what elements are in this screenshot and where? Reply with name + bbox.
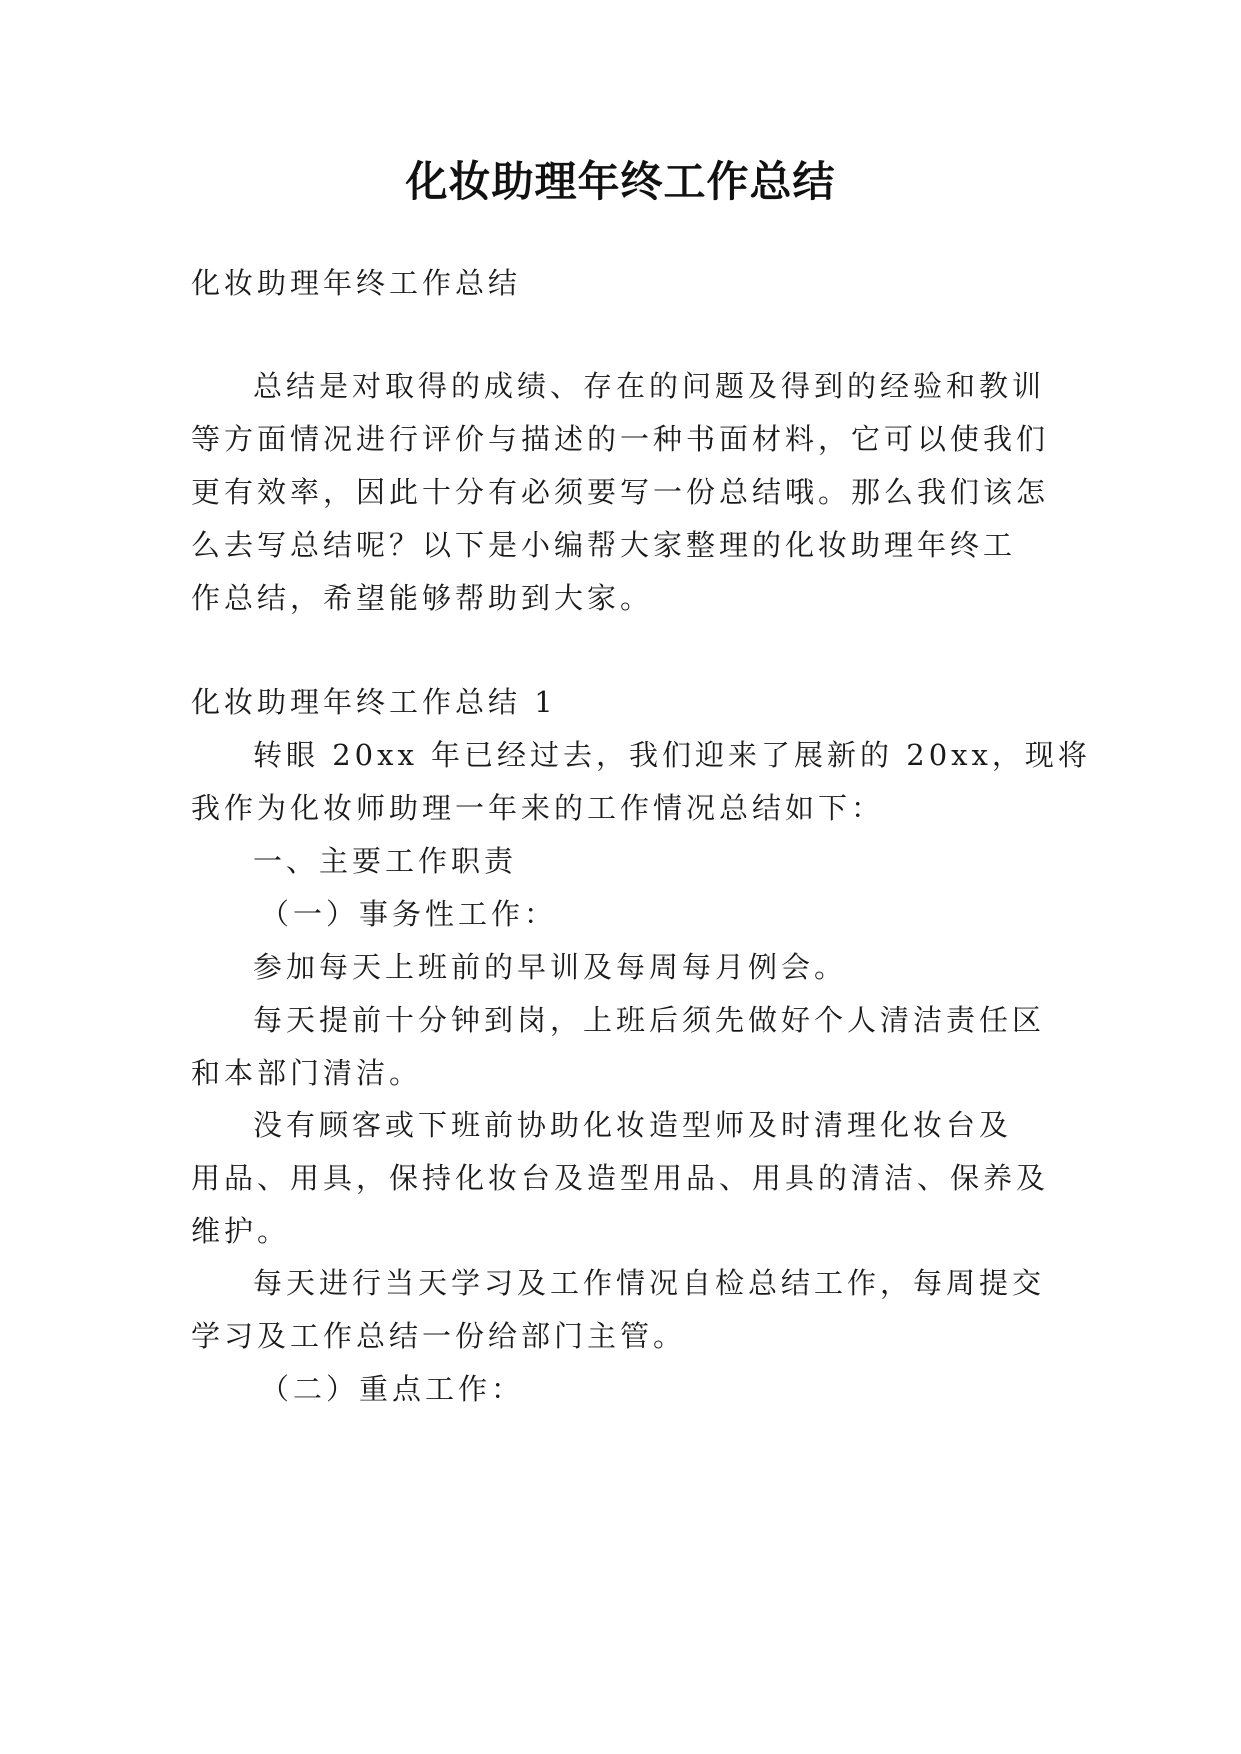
body-line-9: 每天进行当天学习及工作情况自检总结工作，每周提交	[253, 1266, 1046, 1300]
section-heading-1: 化妆助理年终工作总结 1	[191, 685, 557, 719]
intro-line-5: 作总结，希望能够帮助到大家。	[191, 581, 654, 615]
body-line-6: 没有顾客或下班前协助化妆造型师及时清理化妆台及	[253, 1108, 1013, 1142]
body-line-10: 学习及工作总结一份给部门主管。	[191, 1319, 687, 1353]
intro-line-4: 么去写总结呢？以下是小编帮大家整理的化妆助理年终工	[191, 528, 1017, 562]
body-line-7: 用品、用具，保持化妆台及造型用品、用具的清洁、保养及	[191, 1161, 1050, 1195]
heading-key-work: （二）重点工作：	[260, 1372, 525, 1406]
body-line-8: 维护。	[191, 1214, 291, 1248]
intro-line-1: 总结是对取得的成绩、存在的问题及得到的经验和教训	[253, 369, 1046, 403]
body-line-2: 我作为化妆师助理一年来的工作情况总结如下：	[191, 791, 885, 825]
body-line-5: 和本部门清洁。	[191, 1056, 423, 1090]
body-line-1: 转眼 20xx 年已经过去，我们迎来了展新的 20xx，现将	[253, 738, 1091, 772]
subtitle-line: 化妆助理年终工作总结	[191, 266, 522, 300]
body-line-3: 参加每天上班前的早训及每周每月例会。	[253, 950, 848, 984]
intro-line-2: 等方面情况进行评价与描述的一种书面材料，它可以使我们	[191, 422, 1050, 456]
heading-routine-work: （一）事务性工作：	[260, 897, 558, 931]
intro-line-3: 更有效率，因此十分有必须要写一份总结哦。那么我们该怎	[191, 475, 1050, 509]
body-line-4: 每天提前十分钟到岗，上班后须先做好个人清洁责任区	[253, 1003, 1046, 1037]
heading-main-duties: 一、主要工作职责	[253, 844, 518, 878]
document-title: 化妆助理年终工作总结	[405, 157, 836, 206]
